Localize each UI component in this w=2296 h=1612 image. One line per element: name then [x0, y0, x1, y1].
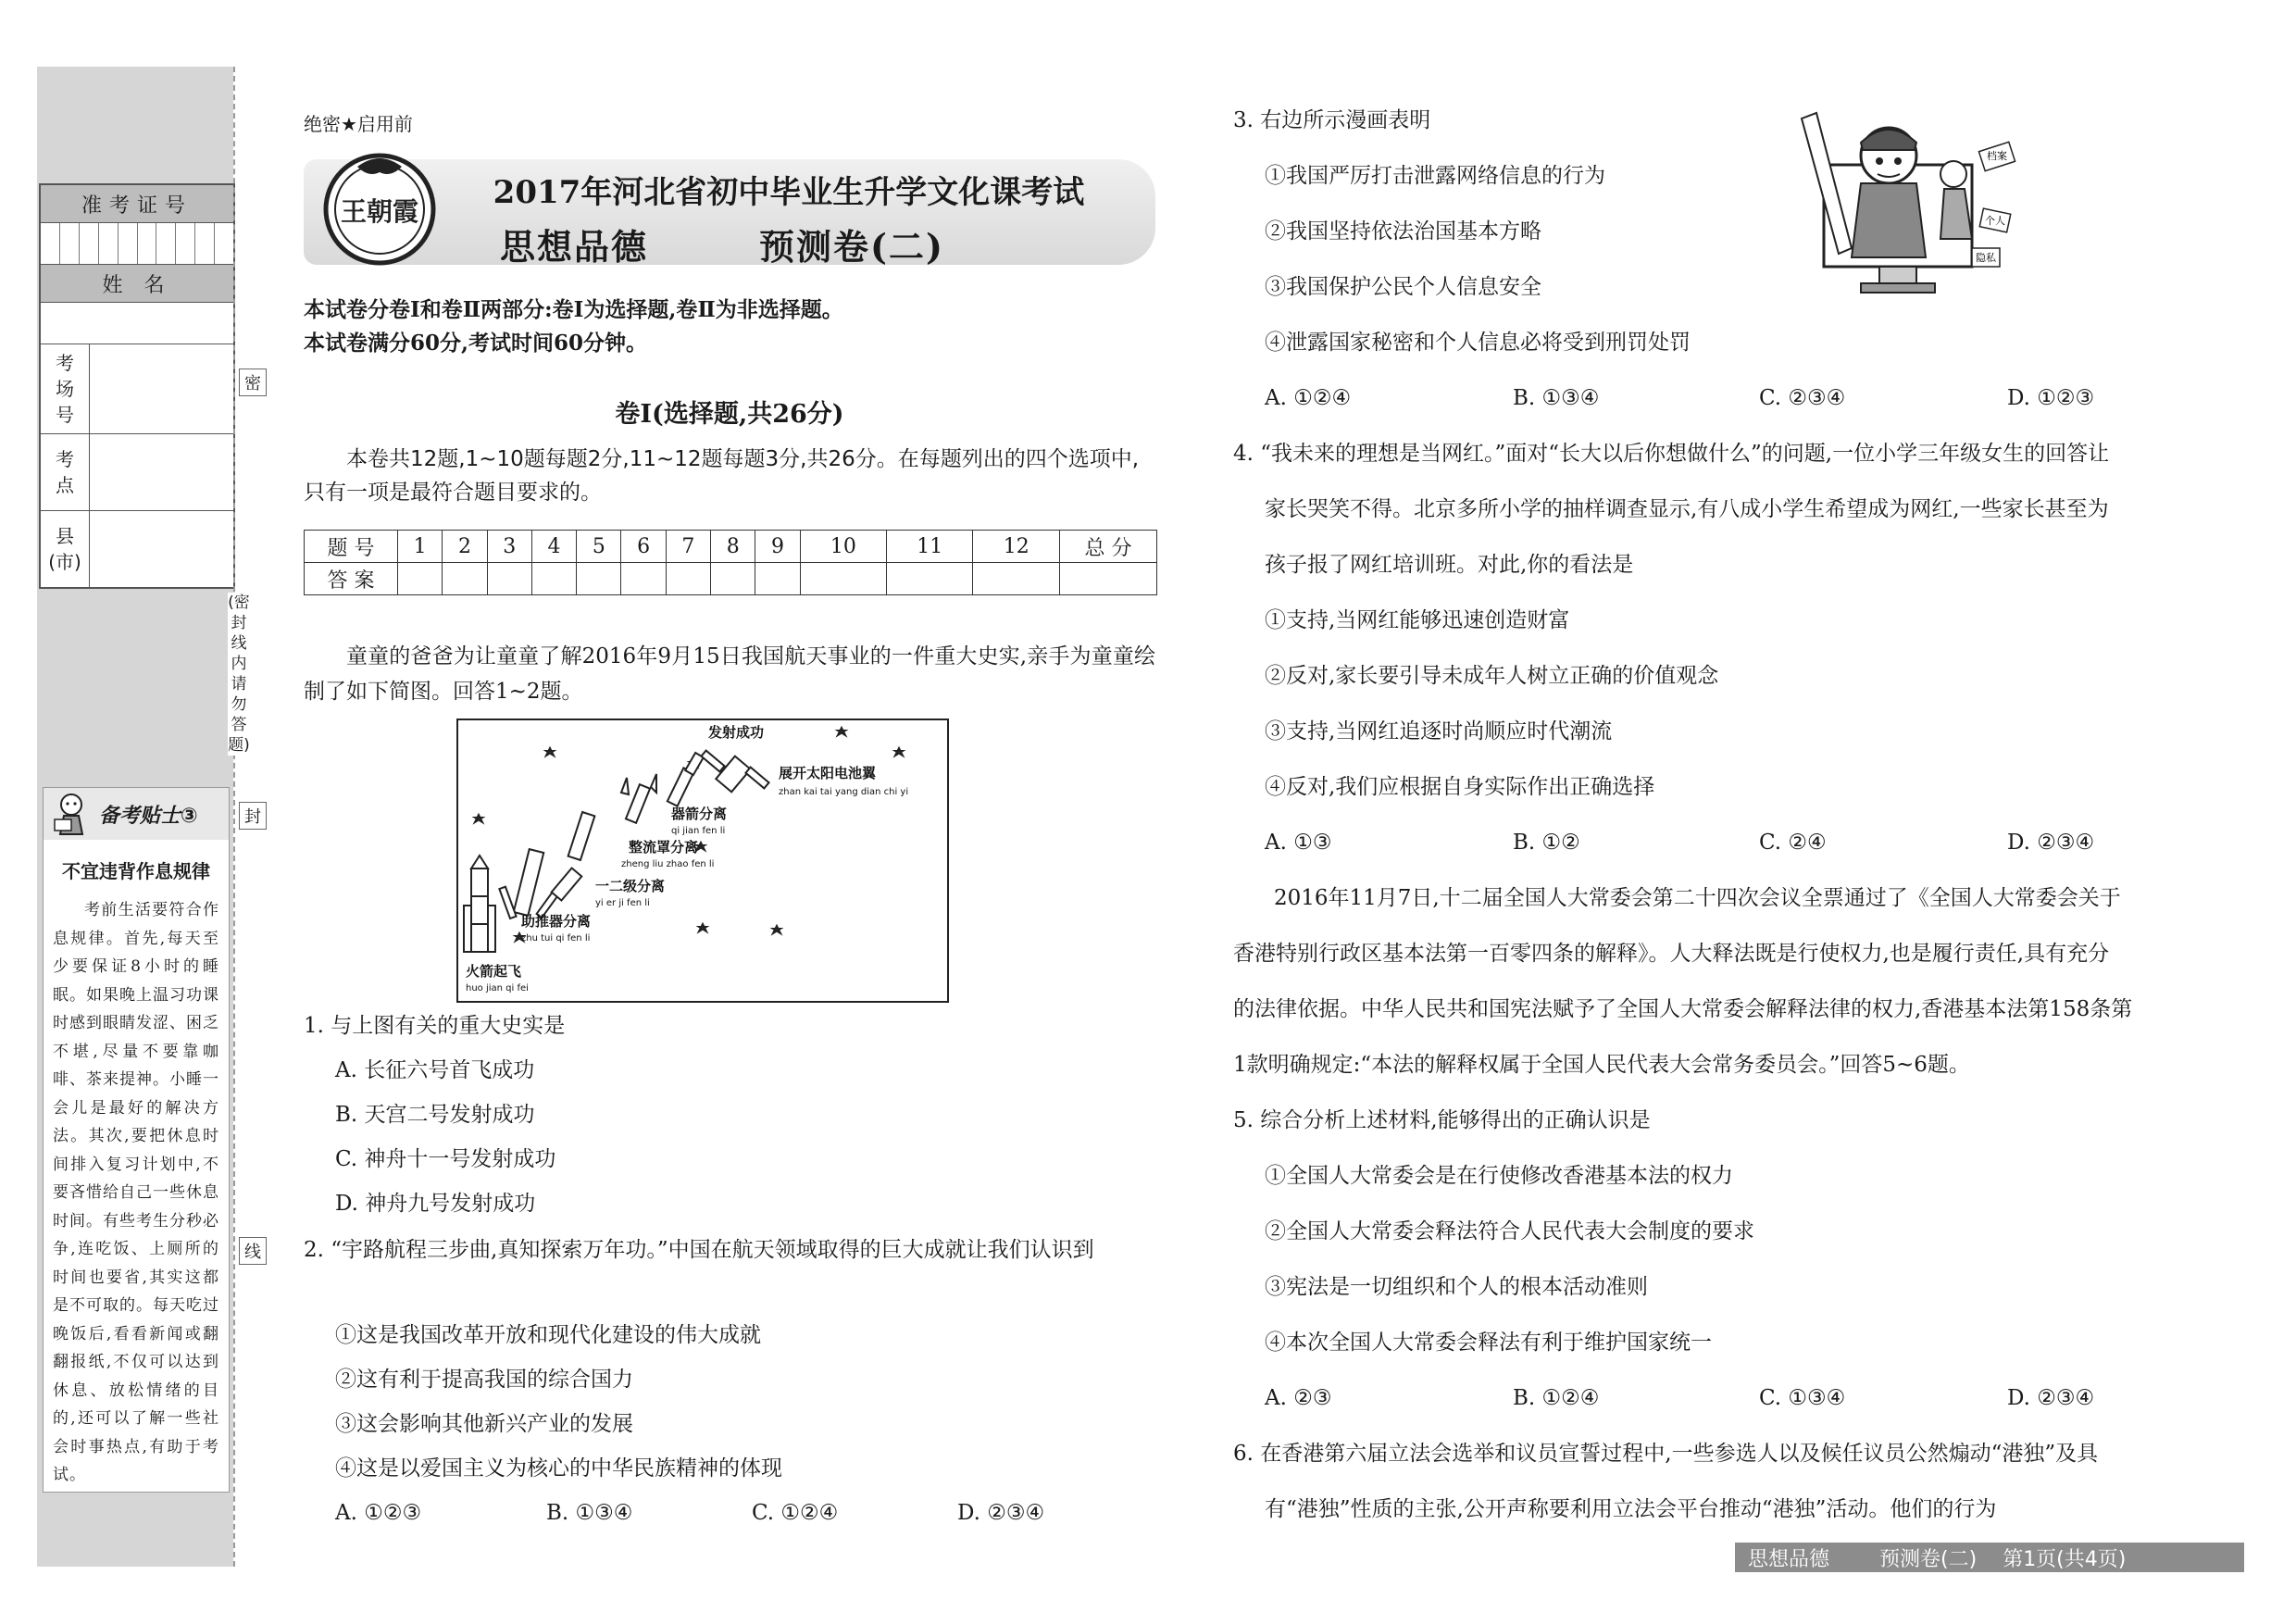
q5-item: ③宪法是一切组织和个人的根本活动准则	[1265, 1275, 1648, 1299]
answer-cell[interactable]	[800, 563, 886, 595]
q3-option[interactable]: D. ①②③	[2007, 386, 2095, 410]
material-line: 的法律依据。中华人民共和国宪法赋予了全国人大常委会解释法律的权力,香港基本法第158条第	[1233, 997, 2133, 1021]
q4-item: ②反对,家长要引导未成年人树立正确的价值观念	[1265, 664, 1719, 688]
material-line: 香港特别行政区基本法第一百零四条的解释》。人大释法既是行使权力,也是履行责任,具有充分	[1233, 942, 2110, 966]
q1-option[interactable]: A. 长征六号首飞成功	[335, 1058, 535, 1082]
q5-option[interactable]: D. ②③④	[2007, 1386, 2095, 1410]
answer-cell[interactable]	[755, 563, 800, 595]
q5-item: ①全国人大常委会是在行使修改香港基本法的权力	[1265, 1164, 1733, 1188]
q1-stem: 1. 与上图有关的重大史实是	[304, 1014, 566, 1038]
q4-option[interactable]: D. ②③④	[2007, 831, 2095, 855]
q4-stem-line: 家长哭笑不得。北京多所小学的抽样调查显示,有八成小学生希望成为网红,一些家长甚至为	[1265, 497, 2109, 521]
q4-item: ④反对,我们应根据自身实际作出正确选择	[1265, 775, 1655, 799]
answer-header: 答 案	[305, 563, 398, 595]
question-number: 6	[621, 531, 666, 563]
q3-item: ④泄露国家秘密和个人信息必将受到刑罚处罚	[1265, 331, 1691, 355]
exam-room-label: 考场号	[41, 344, 90, 433]
answer-table	[304, 530, 1157, 595]
q3-stem: 3. 右边所示漫画表明	[1233, 108, 1431, 132]
answer-cell[interactable]	[887, 563, 973, 595]
footer-paper: 预测卷(二)	[1879, 1547, 1978, 1571]
question-number-header: 题 号	[305, 531, 398, 563]
tips-banner	[44, 788, 229, 840]
question-number: 10	[800, 531, 886, 563]
candidate-info-table	[39, 183, 235, 589]
police-cartoon	[1796, 109, 2018, 304]
q4-item: ③支持,当网红追逐时尚顺应时代潮流	[1265, 719, 1613, 744]
footer-subject: 思想品德	[1748, 1547, 1830, 1571]
county-label: 县(市)	[41, 511, 90, 587]
answer-cell[interactable]	[711, 563, 755, 595]
exam-title: 2017年河北省初中毕业生升学文化课考试	[493, 174, 1085, 211]
seal-line	[233, 67, 235, 1567]
q5-item: ②全国人大常委会释法符合人民代表大会制度的要求	[1265, 1219, 1754, 1243]
diagram-label: 器箭分离	[671, 806, 728, 822]
question-number: 9	[755, 531, 800, 563]
diagram-label: 展开太阳电池翼	[779, 765, 877, 781]
question-number: 1	[398, 531, 443, 563]
q5-item: ④本次全国人大常委会释法有利于维护国家统一	[1265, 1331, 1712, 1355]
diagram-label: 一二级分离	[595, 878, 666, 894]
q5-option[interactable]: B. ①②④	[1513, 1386, 1600, 1410]
seal-mi-mark: 密	[239, 369, 267, 396]
tips-title: 不宜违背作息规律	[62, 860, 210, 882]
subject-title: 思想品德	[500, 226, 649, 268]
exam-site-field[interactable]	[90, 434, 233, 510]
confidential-mark: 绝密★启用前	[304, 113, 413, 135]
exam-site-label: 考点	[41, 434, 90, 510]
material-intro: 童童的爸爸为让童童了解2016年9月15日我国航天事业的一件重大史实,亲手为童童绘制了如下简图。回答1~2题。	[304, 644, 1155, 704]
cartoon-label: 档案	[1987, 150, 2007, 162]
seal-xian-mark: 线	[239, 1237, 267, 1265]
instruction-line: 本试卷分卷Ⅰ和卷Ⅱ两部分:卷Ⅰ为选择题,卷Ⅱ为非选择题。	[304, 297, 843, 322]
diagram-label: 整流罩分离	[629, 839, 699, 856]
answer-cell[interactable]	[577, 563, 621, 595]
answer-cell[interactable]	[621, 563, 666, 595]
county-field[interactable]	[90, 511, 233, 587]
answer-cell[interactable]	[398, 563, 443, 595]
cartoon-label: 隐私	[1976, 252, 1996, 264]
paper-title: 预测卷(二)	[759, 226, 944, 268]
answer-cell[interactable]	[666, 563, 710, 595]
q3-item: ①我国严厉打击泄露网络信息的行为	[1265, 164, 1605, 188]
question-number: 3	[487, 531, 531, 563]
section-title: 卷Ⅰ(选择题,共26分)	[615, 400, 844, 429]
q2-option[interactable]: B. ①③④	[546, 1501, 633, 1525]
q5-option[interactable]: A. ②③	[1265, 1386, 1332, 1410]
exam-room-field[interactable]	[90, 344, 233, 433]
question-number: 12	[973, 531, 1060, 563]
page-footer	[1735, 1543, 2244, 1572]
question-number: 7	[666, 531, 710, 563]
answer-cell[interactable]	[531, 563, 576, 595]
q2-item: ①这是我国改革开放和现代化建设的伟大成就	[335, 1323, 761, 1347]
total-cell[interactable]	[1060, 563, 1157, 595]
q2-stem: 2. “宇路航程三步曲,真知探索万年功。”中国在航天领域取得的巨大成就让我们认识到	[304, 1238, 1094, 1262]
q1-option[interactable]: B. 天宫二号发射成功	[335, 1103, 535, 1127]
q4-stem-line: 4. “我未来的理想是当网红。”面对“长大以后你想做什么”的问题,一位小学三年级女生的回答让	[1233, 442, 2110, 466]
answer-cell[interactable]	[443, 563, 487, 595]
material-line: 2016年11月7日,十二届全国人大常委会第二十四次会议全票通过了《全国人大常委会关于	[1274, 886, 2121, 910]
question-number: 2	[443, 531, 487, 563]
total-header: 总 分	[1060, 531, 1157, 563]
q5-option[interactable]: C. ①③④	[1759, 1386, 1846, 1410]
tips-body: 考前生活要符合作息规律。首先,每天至少要保证8小时的睡眠。如果晚上温习功课时感到眼睛发涩、困乏不堪,尽量不要靠咖啡、茶来提神。小睡一会儿是最好的解决方法。其次,要把休息时间排入复习计划中,不要吝惜给自己一些休息时间。有些考生分秒必争,连吃饭、上厕所的时间也要省,其实这都是不可取的。每天吃过晚饭后,看看新闻或翻翻报纸,不仅可以达到休息、放松情绪的目的,还可以了解一些社会时事热点,有助于考试。	[53, 901, 219, 1484]
question-number: 11	[887, 531, 973, 563]
diagram-label: 火箭起飞	[466, 963, 522, 980]
diagram-pinyin: yi er ji fen li	[595, 898, 650, 908]
q1-option[interactable]: D. 神舟九号发射成功	[335, 1192, 536, 1216]
diagram-pinyin: zhan kai tai yang dian chi yi	[779, 787, 909, 797]
answer-cell[interactable]	[973, 563, 1060, 595]
q5-stem: 5. 综合分析上述材料,能够得出的正确认识是	[1233, 1108, 1651, 1132]
q2-item: ④这是以爱国主义为核心的中华民族精神的体现	[335, 1456, 782, 1481]
name-field[interactable]	[41, 303, 233, 344]
q3-option[interactable]: B. ①③④	[1513, 386, 1600, 410]
question-number: 5	[577, 531, 621, 563]
diagram-pinyin: zheng liu zhao fen li	[621, 859, 715, 869]
section-description: 本卷共12题,1~10题每题2分,11~12题每题3分,共26分。在每题列出的四个选项中,只有一项是最符合题目要求的。	[304, 447, 1140, 505]
svg-text:王朝霞: 王朝霞	[340, 196, 419, 227]
tips-banner-text: 备考贴士③	[99, 804, 198, 828]
publisher-logo	[320, 150, 439, 269]
q2-item: ③这会影响其他新兴产业的发展	[335, 1412, 633, 1436]
name-label: 姓 名	[41, 265, 233, 303]
diagram-label: 助推器分离	[521, 913, 592, 930]
question-number: 8	[711, 531, 755, 563]
q2-option[interactable]: A. ①②③	[335, 1501, 422, 1525]
student-mascot-icon	[51, 792, 92, 836]
question-number: 4	[531, 531, 576, 563]
diagram-pinyin: zhu tui qi fen li	[521, 933, 591, 943]
q4-option[interactable]: A. ①③	[1265, 831, 1332, 855]
material-line: 1款明确规定:“本法的解释权属于全国人民代表大会常务委员会。”回答5~6题。	[1233, 1053, 1970, 1077]
q2-option[interactable]: C. ①②④	[752, 1501, 839, 1525]
q2-option[interactable]: D. ②③④	[957, 1501, 1045, 1525]
diagram-pinyin: huo jian qi fei	[466, 983, 529, 993]
diagram-label: 发射成功	[708, 724, 765, 741]
diagram-pinyin: qi jian fen li	[671, 826, 726, 836]
tips-box	[43, 787, 230, 1493]
q4-stem-line: 孩子报了网红培训班。对此,你的看法是	[1265, 553, 1634, 577]
q2-item: ②这有利于提高我国的综合国力	[335, 1368, 633, 1392]
answer-cell[interactable]	[487, 563, 531, 595]
q3-item: ③我国保护公民个人信息安全	[1265, 275, 1541, 299]
q6-stem-line: 有“港独”性质的主张,公开声称要利用立法会平台推动“港独”活动。他们的行为	[1265, 1497, 1997, 1521]
exam-number-label: 准考证号	[41, 185, 233, 223]
exam-number-boxes[interactable]	[41, 223, 233, 265]
cartoon-label: 个人	[1985, 215, 2005, 227]
q4-item: ①支持,当网红能够迅速创造财富	[1265, 608, 1570, 632]
footer-page: 第1页(共4页)	[2003, 1547, 2127, 1571]
instruction-line: 本试卷满分60分,考试时间60分钟。	[304, 331, 648, 356]
q6-stem-line: 6. 在香港第六届立法会选举和议员宣誓过程中,一些参选人以及候任议员公然煽动“港独”及具	[1233, 1442, 2099, 1466]
q1-option[interactable]: C. 神舟十一号发射成功	[335, 1147, 556, 1171]
q4-option[interactable]: B. ①②	[1513, 831, 1580, 855]
seal-note: (密封线内请勿答题)	[228, 594, 250, 755]
q3-option[interactable]: A. ①②④	[1265, 386, 1352, 410]
q4-option[interactable]: C. ②④	[1759, 831, 1827, 855]
seal-feng-mark: 封	[239, 802, 267, 830]
q3-option[interactable]: C. ②③④	[1759, 386, 1846, 410]
q3-item: ②我国坚持依法治国基本方略	[1265, 219, 1541, 244]
launch-diagram	[456, 719, 949, 1003]
